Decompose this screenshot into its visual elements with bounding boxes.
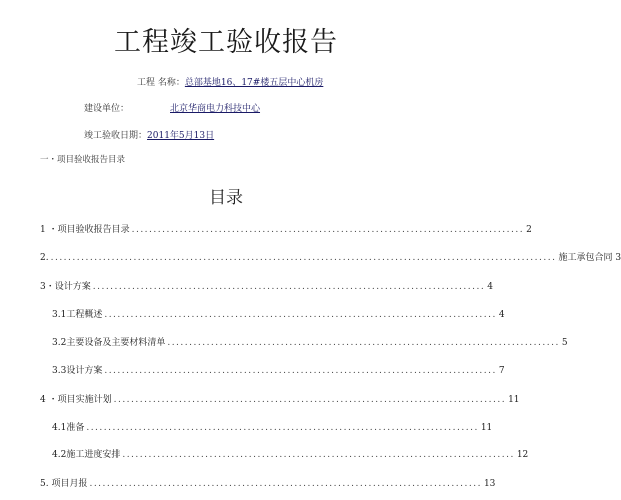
toc-leader-dots: .......................................................................................... <box>104 366 497 376</box>
toc-leader-dots: .......................................................................................... <box>92 282 486 292</box>
toc-entry-label: 4.1准备 <box>52 423 85 433</box>
toc-entry-label: 5. 项目月报 <box>40 479 88 489</box>
toc-entry[interactable] <box>40 250 621 263</box>
toc-leader-dots: .......................................................................................... <box>122 450 515 460</box>
toc-entry-label: 3.3设计方案 <box>52 366 103 376</box>
toc-leader-dots: .......................................................................................... <box>86 423 479 433</box>
completion-date-label: 竣工验收日期： <box>84 131 148 141</box>
toc-entry-label: 4.2施工进度安排 <box>52 450 121 460</box>
toc-entry-label: 3.2主要设备及主要材料清单 <box>52 338 166 348</box>
toc-leader-dots: .......................................................................................... <box>131 225 525 235</box>
project-name-label: 工程 名称： <box>137 78 185 88</box>
toc-entry-page: 5 <box>561 338 568 348</box>
toc-entry[interactable] <box>40 476 496 489</box>
toc-entry-page: 2 <box>526 225 532 235</box>
builder-label: 建设单位： <box>84 104 130 114</box>
toc-entry-page: 11 <box>480 423 493 433</box>
toc-entry-label: 2. <box>40 253 49 263</box>
completion-date-line <box>84 128 214 141</box>
toc-entry[interactable] <box>52 363 505 376</box>
toc-entry-page: 13 <box>483 479 496 489</box>
toc-entry[interactable] <box>52 335 568 348</box>
toc-entry[interactable] <box>52 447 529 460</box>
toc-entry[interactable] <box>52 420 493 433</box>
toc-entry[interactable] <box>52 307 505 320</box>
toc-entry-label: 1 ・项目验收报告目录 <box>40 225 130 235</box>
toc-entry-label: 4 ・项目实施计划 <box>40 395 112 405</box>
toc-entry-page: 4 <box>498 310 505 320</box>
toc-title: 目录 <box>209 188 243 208</box>
toc-leader-dots: .......................................................................................... <box>104 310 497 320</box>
builder-value: 北京华商电力科技中心 <box>170 104 261 114</box>
toc-entry[interactable] <box>40 222 532 235</box>
completion-date-value: 2011年5月13日 <box>147 131 215 141</box>
toc-entry-page: 11 <box>508 395 520 405</box>
toc-leader-dots: .................................................................................................................... <box>50 253 557 263</box>
project-name-value: 总部基地16、17#楼五层中心机房 <box>184 78 324 88</box>
section-heading: 一・项目验收报告目录 <box>40 155 126 165</box>
toc-leader-dots: .......................................................................................... <box>89 479 482 489</box>
toc-leader-dots: .......................................................................................... <box>167 338 560 348</box>
toc-entry-page: 4 <box>487 282 493 292</box>
toc-entry-label: 3.1工程概述 <box>52 310 103 320</box>
toc-entry[interactable] <box>40 392 520 405</box>
toc-entry-page: 7 <box>498 366 505 376</box>
toc-entry[interactable] <box>40 279 493 292</box>
toc-entry-label: 3・设计方案 <box>40 282 91 292</box>
toc-entry-page: 施工承包合同 3 <box>558 253 621 263</box>
document-title: 工程竣工验收报告 <box>114 27 338 58</box>
toc-entry-page: 12 <box>516 450 529 460</box>
project-name-line <box>137 75 323 88</box>
toc-leader-dots: .......................................................................................... <box>113 395 507 405</box>
